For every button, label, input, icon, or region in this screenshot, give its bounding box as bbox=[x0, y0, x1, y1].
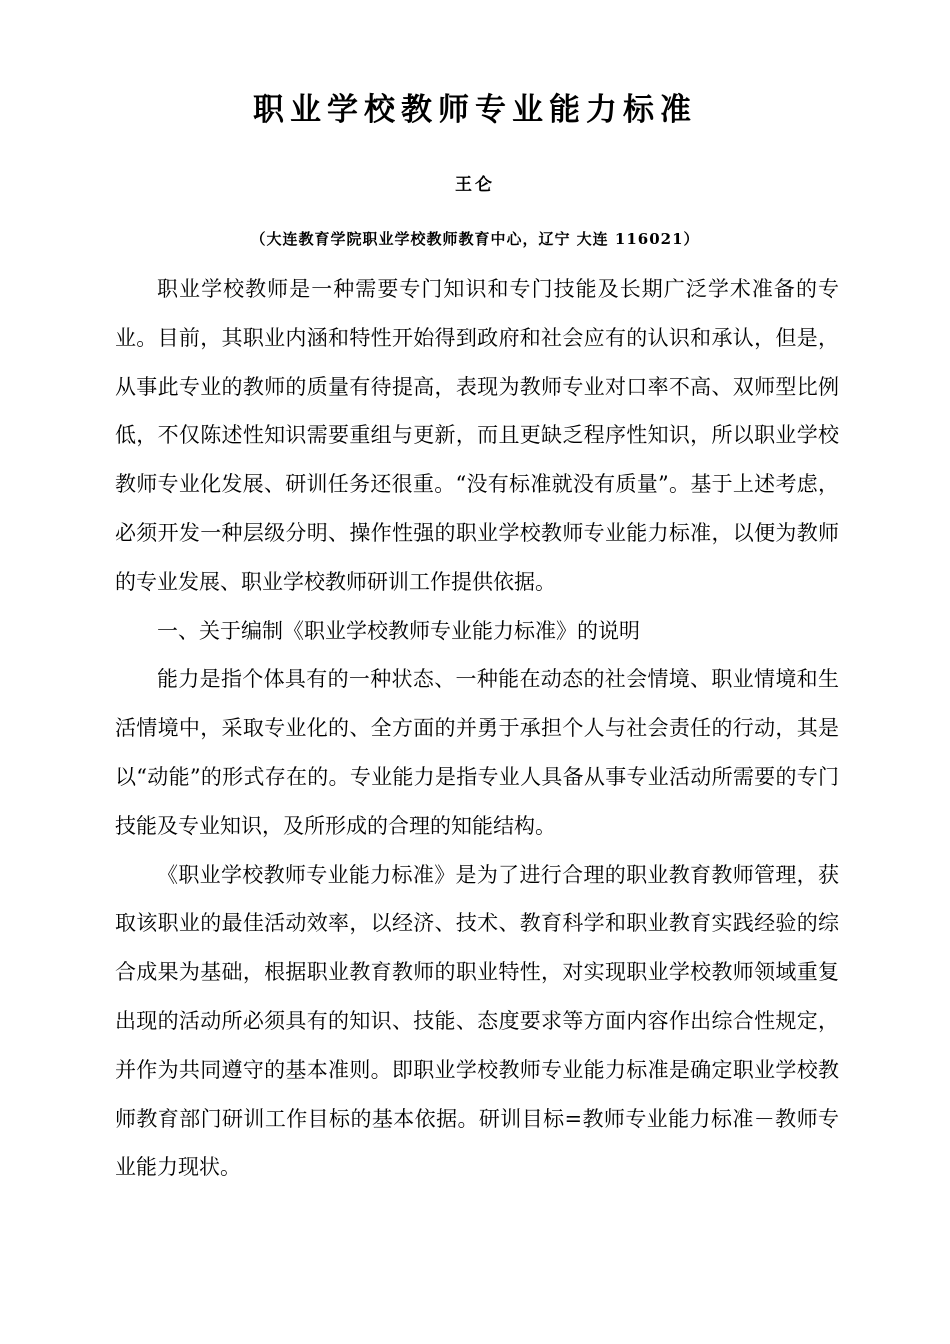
paragraph-intro: 职业学校教师是一种需要专门知识和专门技能及长期广泛学术准备的专业。目前，其职业内涵和特性开始得到政府和社会应有的认识和承认，但是，从事此专业的教师的质量有待提高，表现为教师专业对口率不高、双师型比例低，不仅陈述性知识需要重组与更新，而且更缺乏程序性知识，所以职业学校教师专业化发展、研训任务还很重。“没有标准就没有质量”。基于上述考虑，必须开发一种层级分明、操作性强的职业学校教师专业能力标准，以便为教师的专业发展、职业学校教师研训工作提供依据。 bbox=[115, 277, 839, 594]
document-title: 职业学校教师专业能力标准 bbox=[253, 92, 697, 128]
section-heading: 一、关于编制《职业学校教师专业能力标准》的说明 bbox=[157, 618, 640, 643]
author-name: 王仑 bbox=[455, 175, 495, 195]
paragraph-ability-definition: 能力是指个体具有的一种状态、一种能在动态的社会情境、职业情境和生活情境中，采取专业化的、全方面的并勇于承担个人与社会责任的行动，其是以“动能”的形式存在的。专业能力是指专业人具备从事专业活动所需要的专门技能及专业知识，及所形成的合理的知能结构。 bbox=[115, 667, 839, 838]
author-affiliation: （大连教育学院职业学校教师教育中心，辽宁 大连 116021） bbox=[250, 230, 700, 248]
paragraph-standard-description: 《职业学校教师专业能力标准》是为了进行合理的职业教育教师管理，获取该职业的最佳活动效率，以经济、技术、教育科学和职业教育实践经验的综合成果为基础，根据职业教育教师的职业特性，对实现职业学校教师领域重复出现的活动所必须具有的知识、技能、态度要求等方面内容作出综合性规定，并作为共同遵守的基本准则。即职业学校教师专业能力标准是确定职业学校教师教育部门研训工作目标的基本依据。研训目标=教师专业能力标准－教师专业能力现状。 bbox=[115, 862, 839, 1180]
document-body bbox=[115, 265, 839, 1192]
